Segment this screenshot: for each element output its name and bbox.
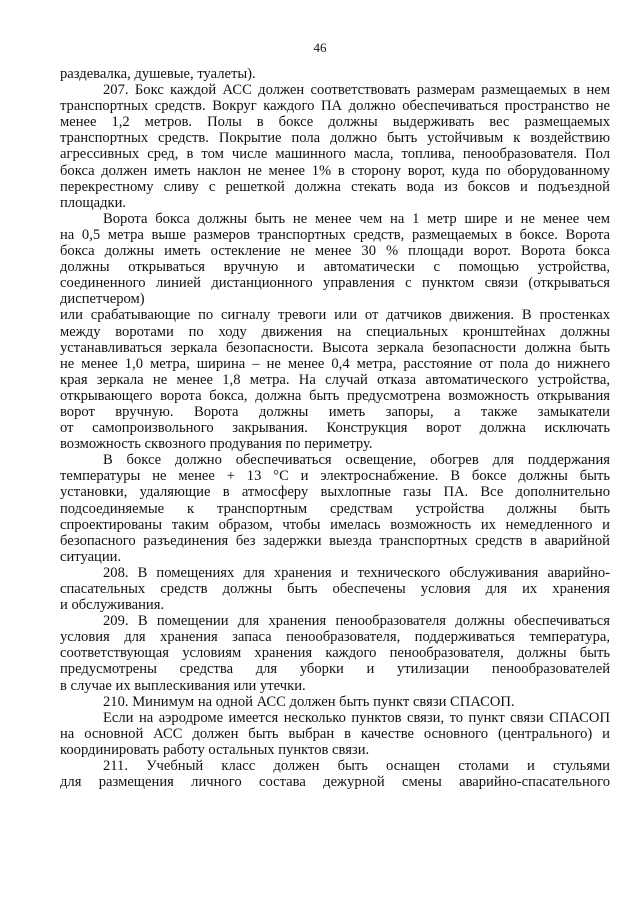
text-line: от самопроизвольного закрывания. Конструкция ворот должна исключать — [60, 420, 610, 437]
text-line: предусмотрены средства для уборки и утилизации пенообразователей — [60, 661, 610, 678]
text-line: 210. Минимум на одной АСС должен быть пункт связи СПАСОП. — [103, 693, 515, 710]
text-line: соединенного линией дистанционного управления с пунктом связи (открываться — [60, 275, 610, 292]
text-line: на 0,5 метра выше размеров транспортных средств, размещаемых в боксе. Ворота — [60, 226, 610, 243]
text-line: установки, удаляющие в атмосферу выхлопные газы ПА. Все дополнительно — [60, 484, 610, 501]
document-body — [60, 66, 610, 790]
text-line: диспетчером) — [60, 291, 145, 308]
text-line: устанавливаться зеркала безопасности. Высота зеркала безопасности должна быть — [60, 339, 610, 356]
text-line: открывающего ворота бокса, должна быть предусмотрена возможность открывания — [60, 387, 610, 404]
text-line: 208. В помещениях для хранения и технического обслуживания аварийно- — [103, 564, 610, 581]
text-line: транспортных средств. Покрытие пола должно быть устойчивым к воздействию — [60, 130, 610, 147]
text-line: условия для хранения запаса пенообразователя, поддерживаться температура, — [60, 629, 610, 646]
text-line: ворот вручную. Ворота должны иметь запоры, а также замыкатели — [60, 403, 610, 420]
text-line: 207. Бокс каждой АСС должен соответствовать размерам размещаемых в нем — [103, 82, 610, 99]
text-line: температуры не менее + 13 °С и электроснабжение. В боксе должны быть — [60, 468, 610, 485]
text-line: бокса должны иметь остекление не менее 30 % площади ворот. Ворота бокса — [60, 243, 610, 260]
text-line: транспортных средств. Вокруг каждого ПА должно обеспечиваться пространство не — [60, 98, 610, 115]
text-line: 209. В помещении для хранения пенообразователя должны обеспечиваться — [103, 613, 610, 630]
text-line: площадки. — [60, 194, 127, 211]
text-line: возможность сквозного продувания по периметру. — [60, 436, 373, 453]
text-line: Ворота бокса должны быть не менее чем на 1 метр шире и не менее чем — [103, 210, 610, 227]
text-line: не менее 1,0 метра, ширина – не менее 0,4 метра, расстояние от пола до нижнего — [60, 355, 610, 372]
text-line: координировать работу остальных пунктов связи. — [60, 741, 370, 758]
text-line: на основной АСС должен быть выбран в качестве основного (центрального) и — [60, 725, 610, 742]
text-line: соответствующая условиям хранения каждого пенообразователя, должны быть — [60, 645, 610, 662]
text-line: Если на аэродроме имеется несколько пунктов связи, то пункт связи СПАСОП — [103, 709, 610, 726]
text-line: между воротами по ходу движения на специальных кронштейнах должны — [60, 323, 610, 340]
text-line: спасательных средств должны быть обеспечены условия для их хранения — [60, 581, 610, 597]
text-line: безопасного разъединения без задержки выезда транспортных средств в аварийной — [60, 532, 610, 549]
text-line: для размещения личного состава дежурной смены аварийно-спасательного — [60, 774, 610, 791]
text-line: агрессивных сред, в том числе машинного масла, топлива, пенообразователя. Пол — [60, 146, 610, 163]
text-line: или срабатывающие по сигналу тревоги или от датчиков движения. В простенках — [60, 307, 610, 324]
text-line: спроектированы таким образом, чтобы имелась возможность их немедленного и — [60, 516, 610, 533]
text-line: 211. Учебный класс должен быть оснащен столами и стульями — [103, 758, 610, 775]
text-line: ситуации. — [60, 548, 122, 565]
text-line: края зеркала не менее 1,8 метра. На случай отказа автоматического устройства, — [60, 371, 610, 388]
text-line: и обслуживания. — [60, 597, 165, 614]
text-line: должны открываться вручную и автоматически с помощью устройства, — [60, 259, 610, 276]
text-line: в случае их выплескивания или утечки. — [60, 677, 306, 694]
text-line: бокса должен иметь наклон не менее 1% в сторону ворот, куда по оборудованному — [60, 162, 610, 179]
page-number: 46 — [313, 40, 327, 55]
text-line: подсоединяемые к транспортным средствам устройства должны быть — [60, 500, 610, 517]
text-line: раздевалка, душевые, туалеты). — [60, 66, 256, 82]
text-line: перекрестному сливу с решеткой должна стекать вода из боксов и подъездной — [60, 178, 610, 195]
text-line: менее 1,2 метров. Полы в боксе должны выдерживать вес размещаемых — [60, 114, 610, 131]
text-line: В боксе должно обеспечиваться освещение, обогрев для поддержания — [103, 452, 610, 469]
